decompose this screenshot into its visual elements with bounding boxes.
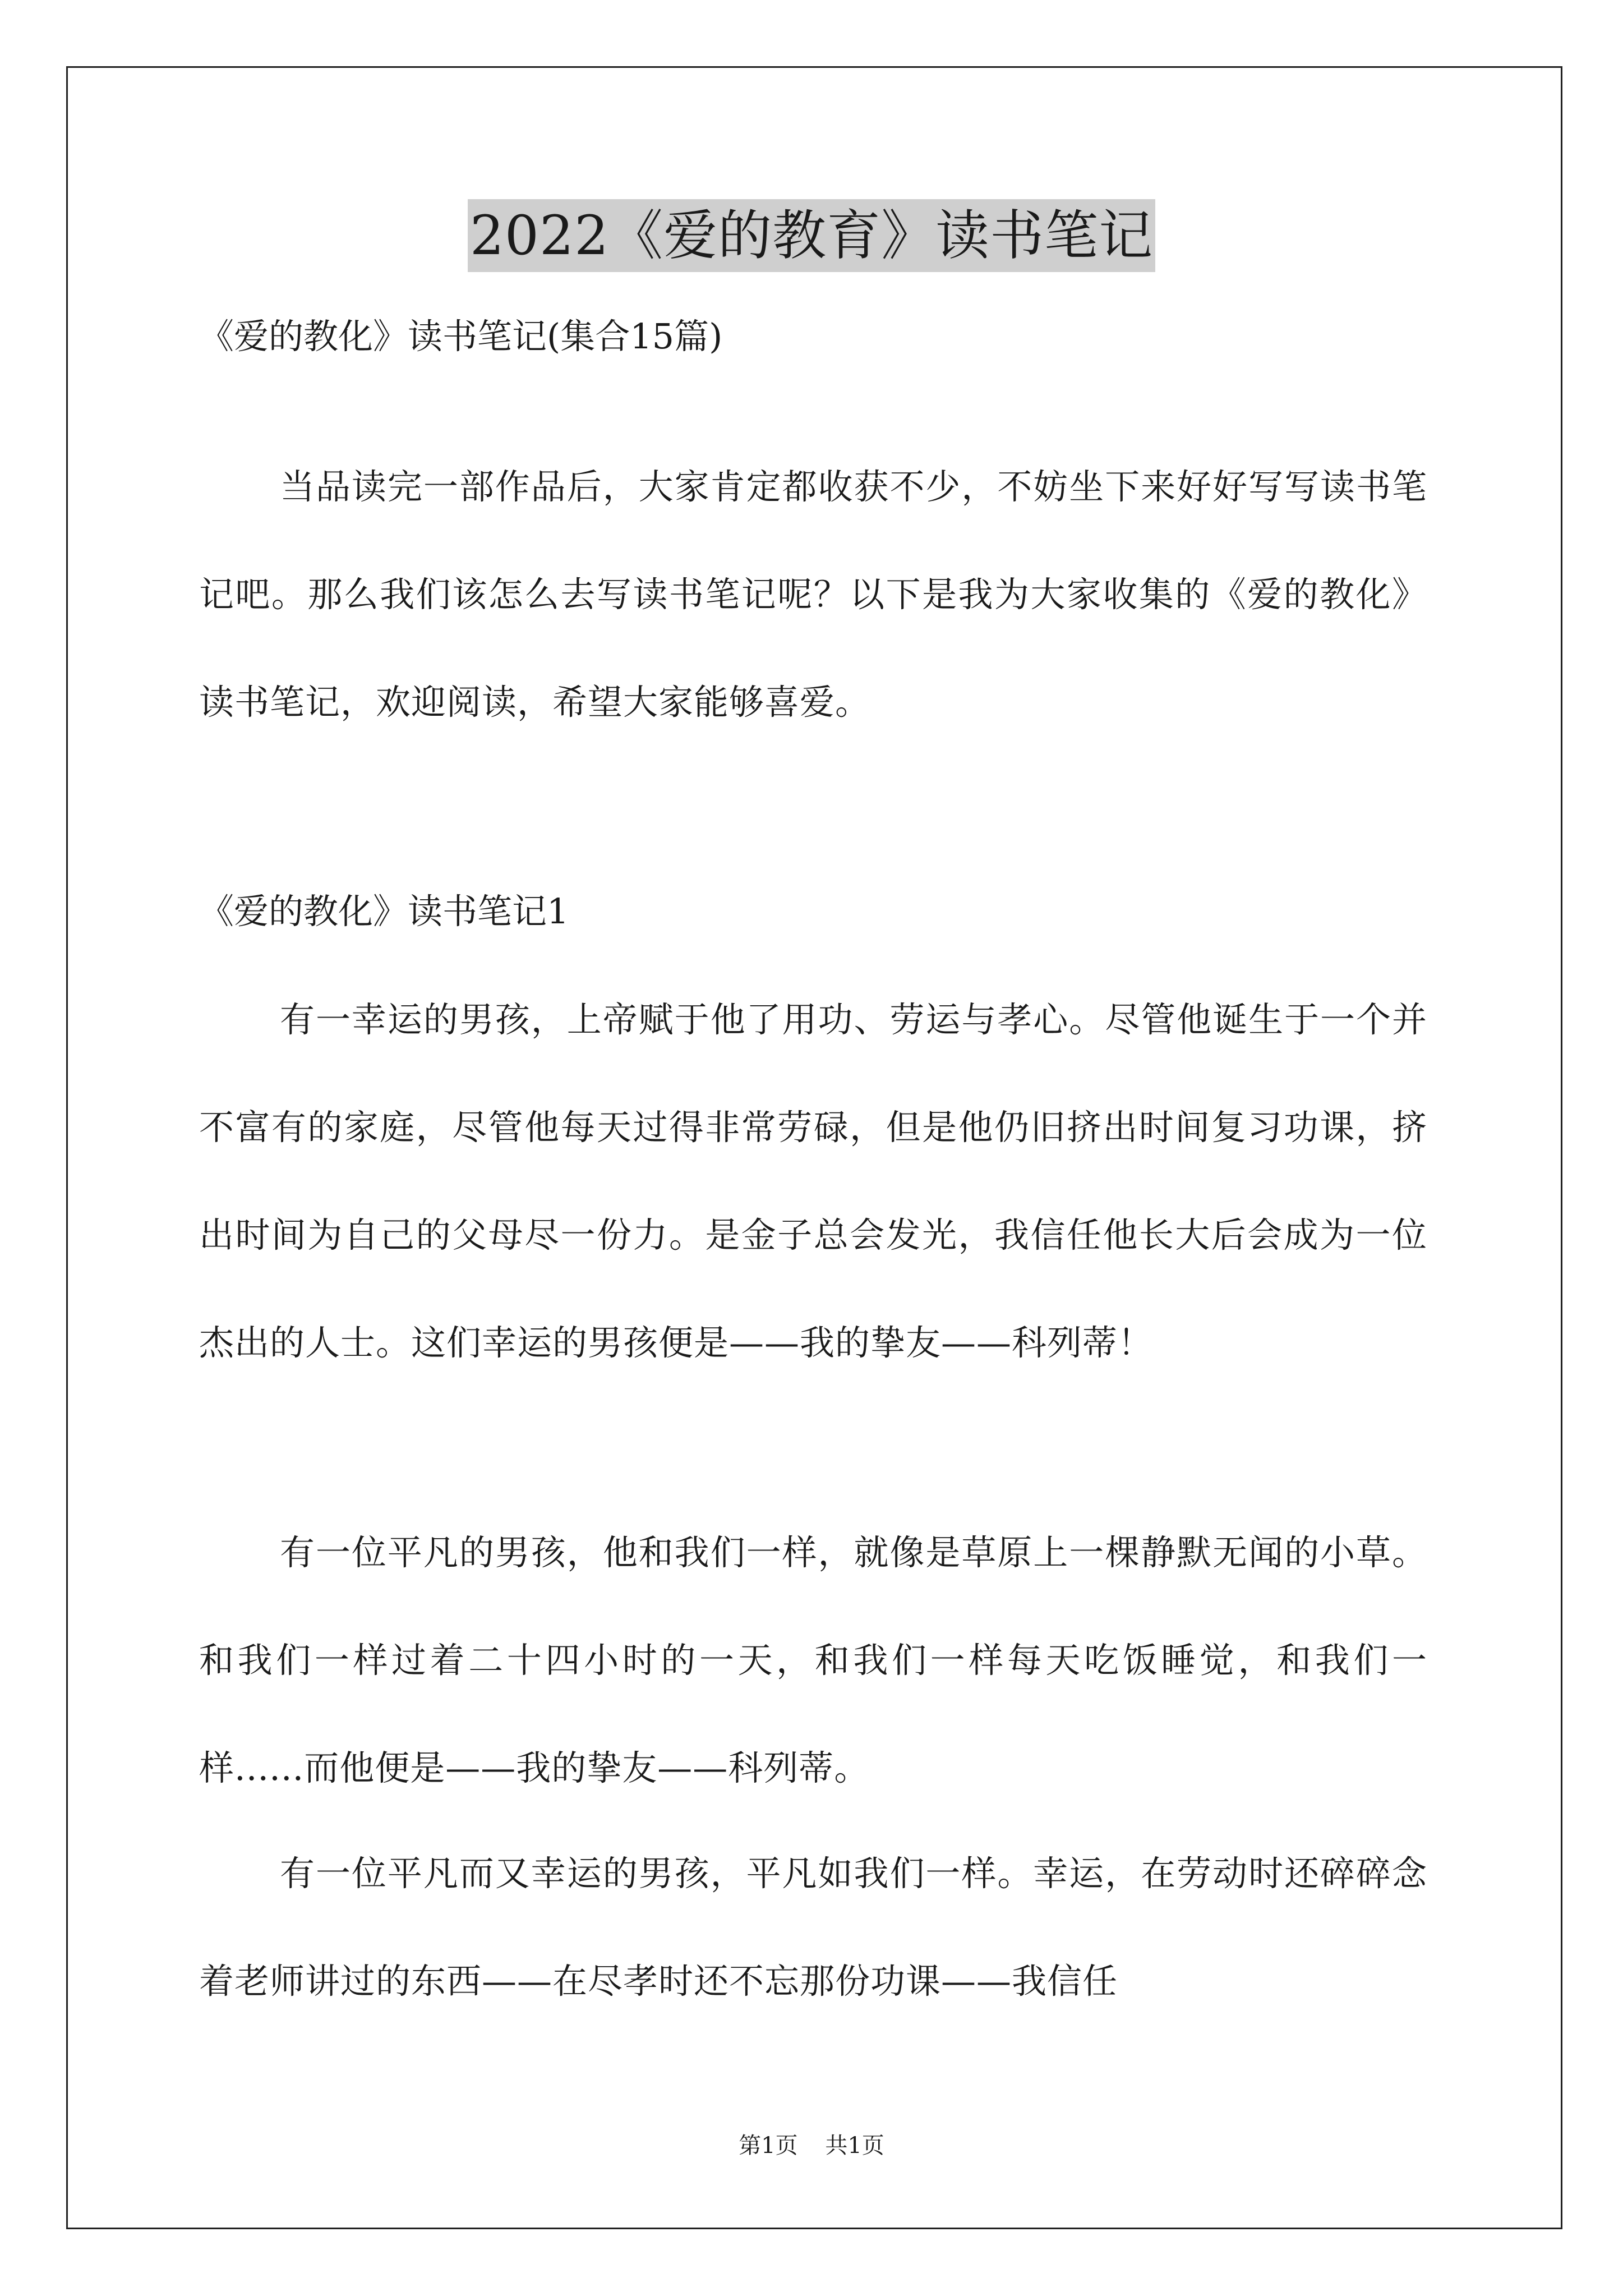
title-container: [0, 199, 1623, 272]
document-title: 2022《爱的教育》读书笔记: [468, 199, 1155, 272]
section-heading: 《爱的教化》读书笔记1: [199, 891, 569, 932]
page-number-current: 第1页: [739, 2133, 798, 2159]
page-footer: [0, 2129, 1623, 2162]
document-subtitle: 《爱的教化》读书笔记(集合15篇): [199, 316, 723, 357]
page-number-total: 共1页: [825, 2133, 884, 2159]
body-paragraph: 有一位平凡而又幸运的男孩，平凡如我们一样。幸运，在劳动时还碎碎念着老师讲过的东西——在尽孝时还不忘那份功课——我信任: [199, 1853, 1427, 2001]
body-paragraph: 有一位平凡的男孩，他和我们一样，就像是草原上一棵静默无闻的小草。和我们一样过着二十四小时的一天，和我们一样每天吃饭睡觉，和我们一样......而他便是——我的挚友——科列蒂。: [199, 1532, 1427, 1788]
body-paragraph: 有一幸运的男孩，上帝赋于他了用功、劳运与孝心。尽管他诞生于一个并不富有的家庭，尽管他每天过得非常劳碌，但是他仍旧挤出时间复习功课，挤出时间为自己的父母尽一份力。是金子总会发光，我信任他长大后会成为一位杰出的人士。这们幸运的男孩便是——我的挚友——科列蒂！: [199, 999, 1427, 1363]
intro-paragraph: 当品读完一部作品后，大家肯定都收获不少，不妨坐下来好好写写读书笔记吧。那么我们该怎么去写读书笔记呢？以下是我为大家收集的《爱的教化》读书笔记，欢迎阅读，希望大家能够喜爱。: [199, 466, 1427, 723]
